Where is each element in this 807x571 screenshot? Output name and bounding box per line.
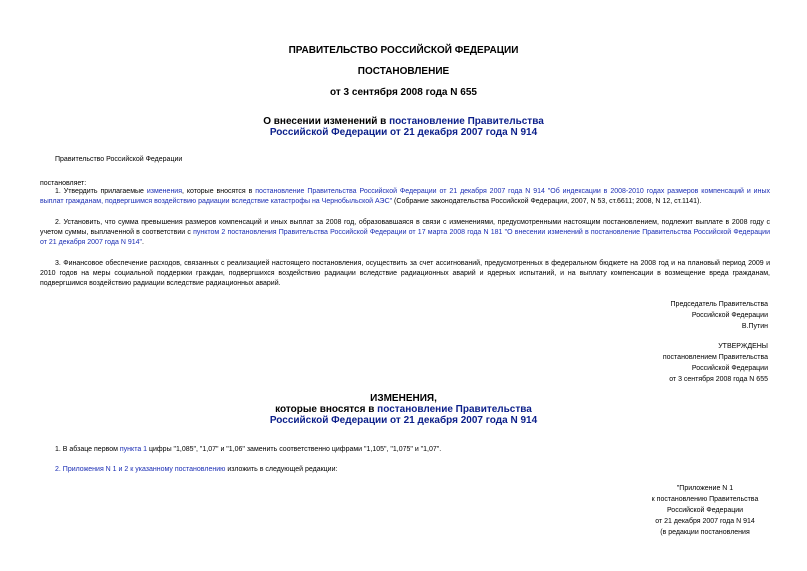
appendix-block: [630, 484, 780, 538]
changes-subheading-line2: [0, 415, 807, 426]
item-3-text: 3. Финансовое обеспечение расходов, связанных с реализацией настоящего постановления, осуществить за счет ассигнований, предусмотренных в федеральном бюджете на 2008 год и на плановый период 2009 и 2010 годов на меры социальной поддержки граждан, подвергшихся воздействию радиации вследствие радиационных аварий и ядерных испытаний, и на выплату компенсации в возмещение вреда гражданам, подвергшимся воздействию радиации вследствие радиационных аварий.: [40, 260, 770, 287]
item-1-paragraph: [40, 187, 770, 207]
approval-line-4: от 3 сентября 2008 года N 655: [669, 376, 768, 383]
changes-subheading: [0, 404, 807, 415]
appendix-line-1: "Приложение N 1: [676, 485, 734, 492]
preamble-decrees: постановляет:: [40, 180, 87, 187]
approval-line-2: постановлением Правительства: [662, 354, 768, 361]
item-2-paragraph: [40, 218, 770, 248]
change-2-text-b: изложить в следующей редакции:: [225, 466, 338, 473]
title-prefix: О внесении изменений в: [263, 116, 390, 127]
item-1-text-c: (Собрание законодательства Российской Федерации, 2007, N 53, ст.6611; 2008, N 12, ст.1141).: [392, 198, 702, 205]
changes-link-decree-914[interactable]: постановление Правительства: [377, 404, 532, 415]
appendix-line-4: от 21 декабря 2007 года N 914: [655, 518, 755, 525]
document-title: [0, 116, 807, 127]
changes-link-decree-914-line2[interactable]: Российской Федерации от 21 декабря 2007 года N 914: [269, 415, 538, 426]
approval-line-1: УТВЕРЖДЕНЫ: [718, 343, 768, 350]
change-2-paragraph: [55, 465, 337, 475]
changes-heading: ИЗМЕНЕНИЯ,: [370, 393, 437, 404]
approval-line-3: Российской Федерации: [691, 365, 768, 372]
changes-prefix: которые вносятся в: [275, 404, 378, 415]
item-1-text-b: , которые вносятся в: [182, 188, 256, 195]
title-link-decree-914-line2[interactable]: Российской Федерации от 21 декабря 2007 года N 914: [269, 127, 538, 138]
document-date-number: от 3 сентября 2008 года N 655: [330, 87, 477, 98]
appendix-line-5: (в редакции постановления: [660, 529, 750, 536]
document-title-line2: [0, 127, 807, 138]
item-1-link-changes[interactable]: изменения: [146, 188, 183, 195]
change-1-text-a: 1. В абзаце первом: [55, 446, 120, 453]
item-2-link-decree-181[interactable]: пунктом 2 постановления Правительства Российской Федерации от 17 марта 2008 года N 181 "О внесении изменений в постановление Правительства Российской Федерации от 21 декабря 2007 года N 914": [40, 229, 770, 246]
signature-line-3: В.Путин: [741, 323, 768, 330]
item-2-text-c: .: [142, 239, 144, 246]
item-3-paragraph: [40, 259, 770, 289]
signature-line-2: Российской Федерации: [691, 312, 768, 319]
item-1-link-decree-914[interactable]: постановление Правительства Российской Федерации от 21 декабря 2007 года N 914 "Об индексации в 2008-2010 годах размеров компенсаций и иных выплат гражданам, подвергшимся воздействию радиации вследствие катастрофы на Чернобыльской АЭС": [40, 188, 770, 205]
item-2-text-a: 2. Установить, что сумма превышения размеров компенсаций и иных выплат за 2008 год, образовавшаяся в связи с изменениями, предусмотренными настоящим постановлением, подлежит выплате в 2008 году с учетом суммы, выплаченной в соответствии с: [40, 219, 770, 236]
change-1-paragraph: [55, 445, 441, 455]
appendix-line-3: Российской Федерации: [666, 507, 744, 514]
change-1-link-item-1[interactable]: пункта 1: [119, 446, 148, 453]
signature-line-1: Председатель Правительства: [670, 301, 768, 308]
appendix-line-2: к постановлению Правительства: [651, 496, 759, 503]
change-2-link-decree[interactable]: к указанному постановлению: [130, 466, 226, 473]
change-2-link-appendices[interactable]: 2. Приложения N 1 и 2: [55, 466, 129, 473]
authority-heading: ПРАВИТЕЛЬСТВО РОССИЙСКОЙ ФЕДЕРАЦИИ: [288, 45, 519, 56]
signature-block: [671, 300, 768, 332]
item-1-text-a: 1. Утвердить прилагаемые: [55, 188, 147, 195]
change-1-text-b: цифры "1,085", "1,07" и "1,06" заменить соответственно цифрами "1,105", "1,075" и "1,07".: [147, 446, 442, 453]
title-link-decree-914[interactable]: постановление Правительства: [389, 116, 544, 127]
preamble-issuer: Правительство Российской Федерации: [55, 156, 183, 163]
document-type-heading: ПОСТАНОВЛЕНИЕ: [357, 66, 450, 77]
approval-block: [663, 342, 768, 385]
